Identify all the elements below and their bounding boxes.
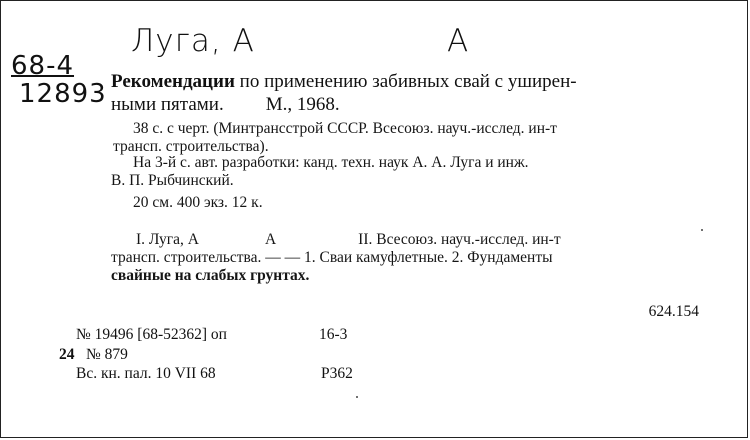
tracing-author: I. Луга, А bbox=[136, 231, 199, 248]
tracings-line-2: трансп. строительства. — — 1. Сваи камуфлетные. 2. Фундаменты bbox=[111, 249, 553, 266]
copy-number: № 879 bbox=[86, 346, 128, 363]
handwritten-heading-letter: А bbox=[447, 23, 470, 59]
order-sheets: 16-3 bbox=[319, 326, 348, 343]
title-line-2-a: ными пятами. bbox=[111, 94, 224, 115]
udc-classification: 624.154 bbox=[648, 303, 699, 320]
title-line-1 bbox=[111, 71, 577, 93]
printing-line: Вс. кн. пал. 10 VII 68 bbox=[76, 365, 216, 382]
title-line-1-rest: по применению забивных свай с уширен- bbox=[234, 71, 577, 92]
description-line-3: На 3-й с. авт. разработки: канд. техн. наук А. А. Луга и инж. bbox=[133, 154, 529, 171]
tracing-institution: II. Всесоюз. науч.-исслед. ин-т bbox=[358, 231, 561, 248]
title-line-2 bbox=[111, 94, 340, 116]
title-bold-word: Рекомендации bbox=[111, 71, 235, 92]
speck-mark bbox=[701, 229, 703, 231]
description-line-1: 38 с. с черт. (Минтрансстрой СССР. Всесоюз. науч.-исслед. ин-т bbox=[133, 120, 557, 137]
prefix-24: 24 bbox=[59, 346, 75, 363]
printing-code: Р362 bbox=[321, 365, 353, 382]
call-number-top: 68-4 bbox=[11, 51, 75, 81]
tracings-line-3: свайные на слабых грунтах. bbox=[111, 267, 310, 284]
tracings-line-1 bbox=[136, 231, 706, 248]
description-line-5: 20 см. 400 экз. 12 к. bbox=[133, 194, 263, 211]
call-number-bottom: 12893 bbox=[19, 79, 107, 109]
handwritten-heading: Луга, А bbox=[131, 23, 255, 59]
order-number: № 19496 [68-52362] оп bbox=[76, 326, 227, 343]
tracing-author-letter: А bbox=[264, 231, 277, 248]
description-line-2: трансп. строительства). bbox=[113, 138, 269, 155]
imprint: М., 1968. bbox=[265, 94, 340, 115]
speck-mark bbox=[356, 396, 358, 398]
description-line-4: В. П. Рыбчинский. bbox=[111, 172, 234, 189]
